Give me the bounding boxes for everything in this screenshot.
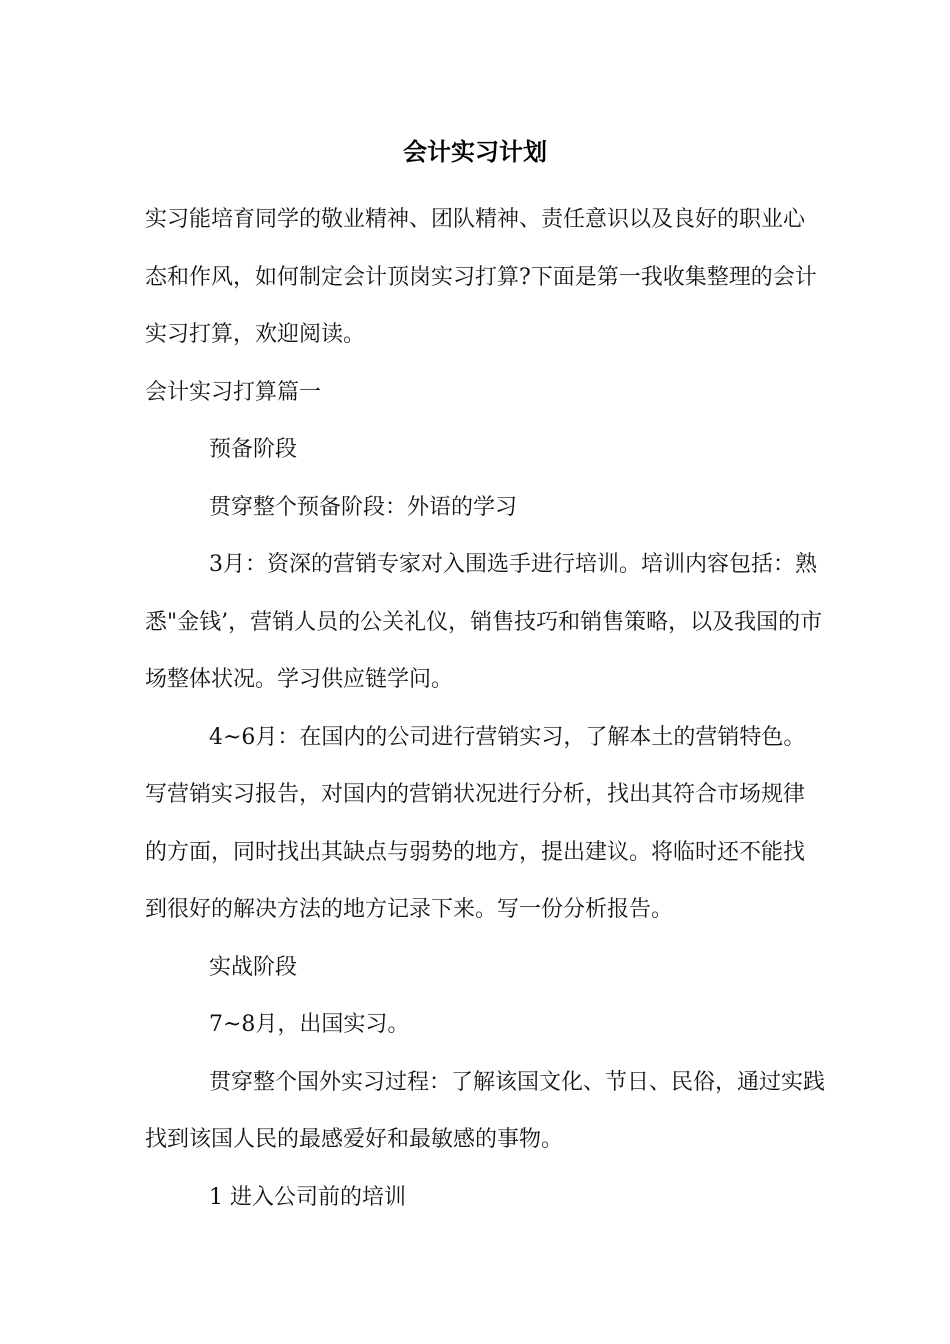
paragraph-training: 1 进入公司前的培训 <box>209 1184 406 1210</box>
subheading-practice: 实战阶段 <box>209 954 298 980</box>
paragraph-july-august: 7~8月，出国实习。 <box>209 1012 410 1037</box>
paragraph-language: 贯穿整个预备阶段：外语的学习 <box>209 494 518 520</box>
paragraph-april-june: 4~6月：在国内的公司进行营销实习，了解本土的营销特色。写营销实习报告，对国内的营销状况进行分析，找出其符合市场规律的方面，同时找出其缺点与弱势的地方，提出建议。将临时还不能找到很好的解决方法的地方记录下来。写一份分析报告。 <box>145 724 806 922</box>
section-heading: 会计实习打算篇一 <box>145 379 322 405</box>
document-title: 会计实习计划 <box>403 137 547 166</box>
subheading-preparation: 预备阶段 <box>209 437 298 462</box>
paragraph-intro: 实习能培育同学的敬业精神、团队精神、责任意识以及良好的职业心态和作风，如何制定会计顶岗实习打算?下面是第一我收集整理的会计实习打算，欢迎阅读。 <box>145 207 817 347</box>
document-body <box>145 191 825 1226</box>
paragraph-abroad: 贯穿整个国外实习过程：了解该国文化、节日、民俗，通过实践找到该国人民的最感爱好和最敏感的事物。 <box>145 1069 826 1152</box>
paragraph-march: 3月：资深的营销专家对入围选手进行培训。培训内容包括：熟悉"金钱’，营销人员的公关礼仪，销售技巧和销售策略，以及我国的市场整体状况。学习供应链学问。 <box>145 552 823 692</box>
